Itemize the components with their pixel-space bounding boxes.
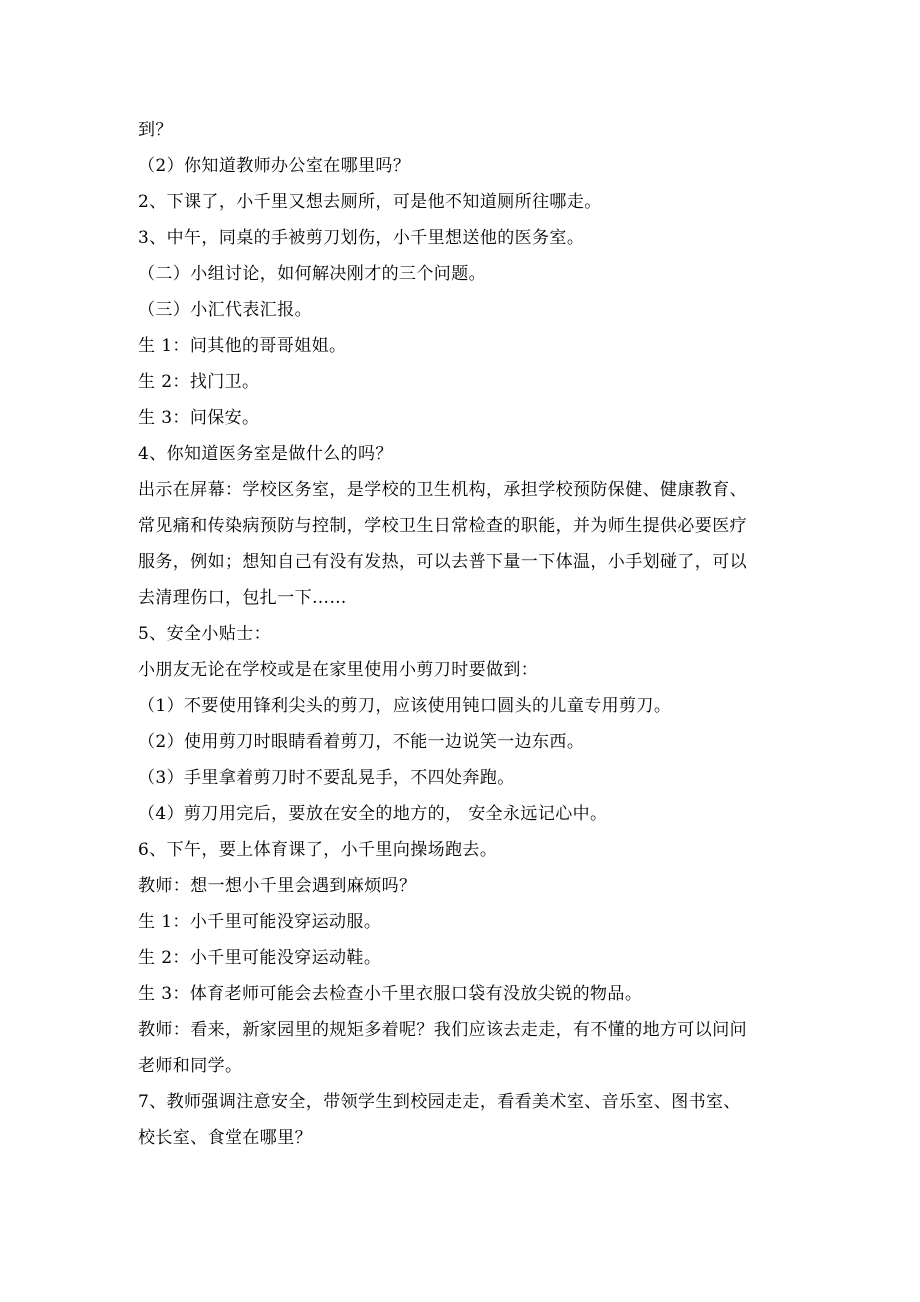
text-line: 生 3：问保安。 [138, 408, 260, 428]
text-line: （二）小组讨论，如何解决刚才的三个问题。 [138, 264, 486, 284]
document-body [138, 112, 788, 1156]
text-line: 校长室、食堂在哪里？ [138, 1128, 312, 1148]
text-line: （2）你知道教师办公室在哪里吗？ [138, 156, 411, 176]
text-line: （4）剪刀用完后，要放在安全的地方的， 安全永远记心中。 [138, 804, 608, 824]
text-line: 生 2：小千里可能没穿运动鞋。 [138, 948, 382, 968]
text-line: 3、中午，同桌的手被剪刀划伤，小千里想送他的医务室。 [138, 228, 585, 248]
text-line: 5、安全小贴士： [138, 624, 272, 644]
text-line: （三）小汇代表汇报。 [138, 300, 312, 320]
text-line: 4、你知道医务室是做什么的吗？ [138, 444, 393, 464]
text-line: （3）手里拿着剪刀时不要乱晃手，不四处奔跑。 [138, 768, 515, 788]
text-line: 教师：看来，新家园里的规矩多着呢？我们应该去走走，有不懂的地方可以问问 [138, 1020, 747, 1040]
text-line: 生 2：找门卫。 [138, 372, 260, 392]
text-line: 2、下课了，小千里又想去厕所，可是他不知道厕所往哪走。 [138, 192, 602, 212]
text-line: 7、教师强调注意安全，带领学生到校园走走，看看美术室、音乐室、图书室、 [138, 1092, 741, 1112]
text-line: 6、下午，要上体育课了，小千里向操场跑去。 [138, 840, 498, 860]
text-line: 小朋友无论在学校或是在家里使用小剪刀时要做到： [138, 660, 539, 680]
text-line: 生 3：体育老师可能会去检查小千里衣服口袋有没放尖锐的物品。 [138, 984, 643, 1004]
text-line: 生 1：小千里可能没穿运动服。 [138, 912, 382, 932]
text-line: 出示在屏幕：学校区务室，是学校的卫生机构，承担学校预防保健、健康教育、 [138, 480, 747, 500]
text-line: 去清理伤口，包扎一下…… [138, 588, 347, 608]
text-line: 到？ [138, 120, 173, 140]
text-line: 常见痛和传染病预防与控制，学校卫生日常检查的职能，并为师生提供必要医疗 [138, 516, 747, 536]
text-line: 老师和同学。 [138, 1056, 243, 1076]
text-line: 生 1：问其他的哥哥姐姐。 [138, 336, 347, 356]
text-line: 服务，例如；想知自己有没有发热，可以去普下量一下体温，小手划碰了，可以 [138, 552, 747, 572]
text-line: （1）不要使用锋利尖头的剪刀，应该使用钝口圆头的儿童专用剪刀。 [138, 696, 672, 716]
text-line: 教师：想一想小千里会遇到麻烦吗？ [138, 876, 417, 896]
text-line: （2）使用剪刀时眼睛看着剪刀，不能一边说笑一边东西。 [138, 732, 585, 752]
